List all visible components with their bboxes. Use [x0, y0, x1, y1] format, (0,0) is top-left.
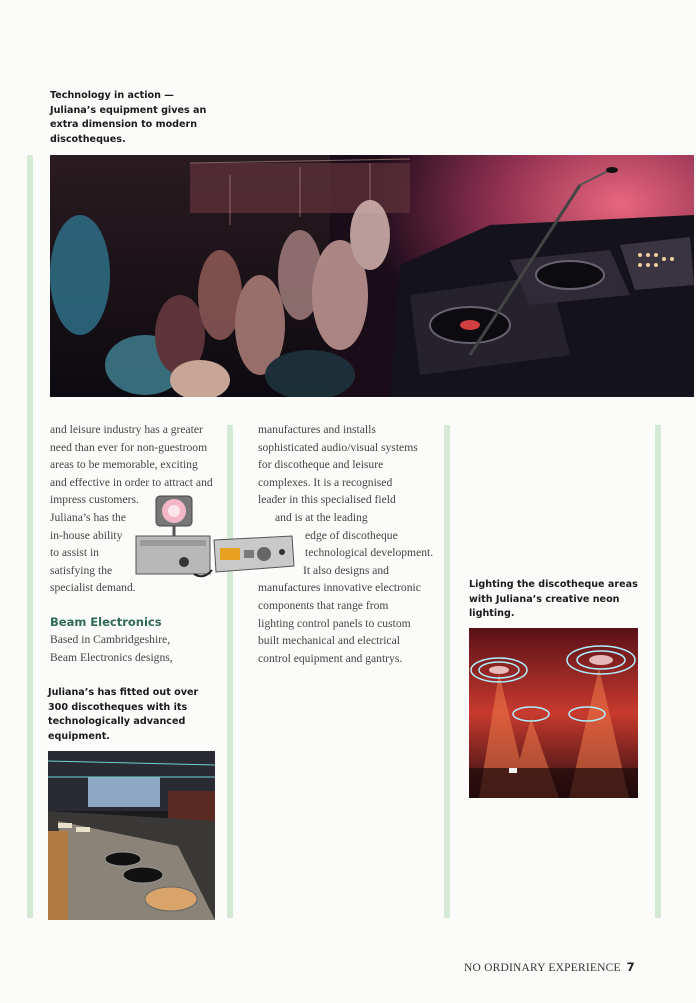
discotheque-dancefloor-photo: [50, 155, 694, 397]
column-rule-3: [444, 425, 450, 918]
caption-fitted-out: Juliana’s has fitted out over 300 discotheques with its technologically advanced equipment.: [48, 687, 199, 742]
column-1-text: and leisure industry has a greater need than ever for non-guestroom areas to be memorable, exciting and effective in order to attract and impress customers. Juliana’s has the in-house ability to assist in satisfying the specialist demand.: [50, 423, 213, 595]
caption-technology-in-action: Technology in action — Juliana’s equipment gives an extra dimension to modern discotheques.: [50, 90, 207, 145]
column-rule-4: [655, 425, 661, 918]
column-2-text: manufactures and installs sophisticated audio/visual systems for discotheque and leisure complexes. It is a recognised leader in this specialised field and is at the leading edge of discotheque technological development. It also designs and manufactures innovative electronic components that range from lighting control panels to custom built mechanical and electrical control equipment and gantrys.: [258, 423, 434, 665]
page-footer: [464, 960, 635, 974]
page-number: 7: [626, 960, 635, 974]
beam-electronics-heading: Beam Electronics: [50, 615, 162, 629]
column-1-after-heading: Based in Cambridgeshire, Beam Electronics designs,: [50, 633, 173, 664]
column-rule-1: [27, 155, 33, 918]
dj-turntables-photo: [48, 751, 215, 920]
footer-title: NO ORDINARY EXPERIENCE: [464, 962, 621, 974]
neon-lighting-photo: [469, 628, 638, 798]
caption-lighting: Lighting the discotheque areas with Juliana’s creative neon lighting.: [469, 579, 638, 619]
